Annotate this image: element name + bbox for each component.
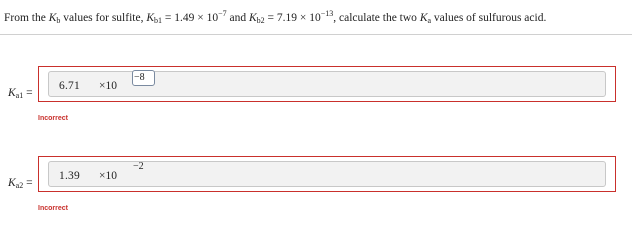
kb1-symbol: K bbox=[146, 12, 154, 24]
ka1-status: Incorrect bbox=[38, 115, 68, 122]
kb-subscript: b bbox=[56, 16, 61, 25]
kb1-value: = 1.49 × 10 bbox=[162, 12, 219, 24]
ka1-label bbox=[8, 87, 33, 99]
ka1-exponent-field[interactable]: −8 bbox=[132, 70, 155, 86]
ka2-subscript: a2 bbox=[15, 181, 24, 190]
kb1-exponent: −7 bbox=[218, 9, 227, 18]
kb2-symbol: K bbox=[248, 12, 257, 24]
ka2-status: Incorrect bbox=[38, 205, 68, 212]
kb2-subscript: b2 bbox=[256, 16, 265, 25]
ka2-answer-input[interactable] bbox=[48, 161, 606, 187]
kb1-subscript: b1 bbox=[154, 16, 162, 25]
question-prefix: From the bbox=[4, 12, 49, 24]
question-text bbox=[4, 10, 628, 26]
ka2-answer-frame bbox=[38, 156, 616, 192]
ka2-mantissa[interactable]: 1.39 bbox=[59, 170, 80, 182]
ka1-subscript: a1 bbox=[15, 91, 24, 100]
ka2-times-ten: ×10 bbox=[99, 170, 117, 182]
ka-symbol: K bbox=[419, 12, 428, 24]
ka2-exponent-field[interactable]: −2 bbox=[133, 161, 144, 172]
question-mid1: values for sulfite, bbox=[60, 12, 147, 24]
divider bbox=[0, 34, 632, 35]
question-suffix: values of sulfurous acid. bbox=[431, 12, 547, 24]
ka2-equals: = bbox=[23, 177, 33, 189]
ka-subscript: a bbox=[427, 16, 432, 25]
ka1-answer-input[interactable] bbox=[48, 71, 606, 97]
question-and: and bbox=[226, 12, 249, 24]
kb2-exponent: −13 bbox=[320, 9, 334, 18]
kb2-value: = 7.19 × 10 bbox=[264, 12, 321, 24]
question-mid2: , calculate the two bbox=[333, 12, 420, 24]
ka1-equals: = bbox=[23, 87, 33, 99]
ka1-symbol: K bbox=[8, 87, 16, 99]
ka1-mantissa[interactable]: 6.71 bbox=[59, 80, 80, 92]
kb-symbol: K bbox=[48, 12, 57, 24]
ka2-symbol: K bbox=[8, 177, 16, 189]
ka1-times-ten: ×10 bbox=[99, 80, 117, 92]
ka1-answer-frame bbox=[38, 66, 616, 102]
ka2-label bbox=[8, 177, 33, 189]
